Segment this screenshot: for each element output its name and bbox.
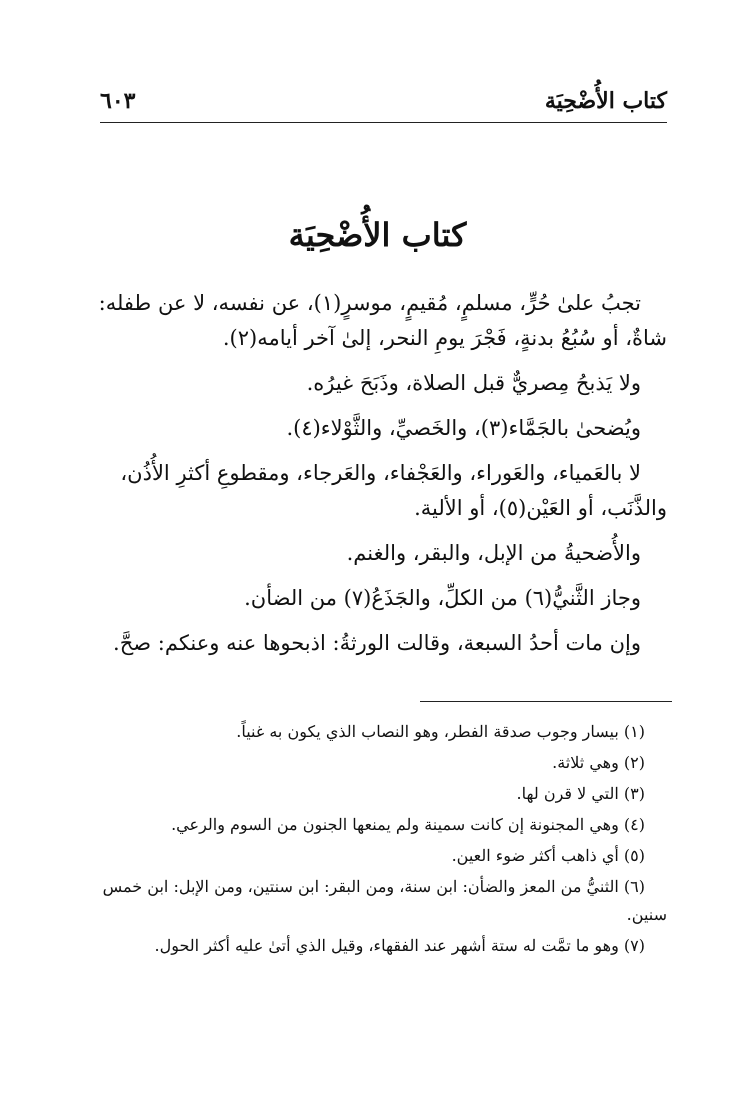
footnote: (٤) وهي المجنونة إن كانت سمينة ولم يمنعها الجنون من السوم والرعي. — [171, 815, 645, 834]
paragraph: وجاز الثَّنيُّ(٦) من الكلِّ، والجَذَعُ(٧) من الضأن. — [244, 586, 641, 610]
paragraph: ويُضحىٰ بالجَمَّاء(٣)، والخَصيِّ، والثَّوْلاء(٤). — [286, 416, 641, 440]
footnote: (٧) وهو ما تمَّت له ستة أشهر عند الفقهاء، وقيل الذي أتىٰ عليه أكثر الحول. — [154, 936, 645, 955]
footnote-divider — [420, 701, 672, 702]
footnote: (٦) الثنيُّ من المعز والضأن: ابن سنة، ومن البقر: ابن سنتين، ومن الإبل: ابن خمس سنين. — [102, 877, 667, 924]
paragraph: ولا يَذبحُ مِصريٌّ قبل الصلاة، وذَبَحَ غيرُه. — [306, 371, 641, 395]
page-number: ٦٠٣ — [100, 88, 136, 114]
paragraph: تجبُ علىٰ حُرٍّ، مسلمٍ، مُقيمٍ، موسرٍ(١)، عن نفسه، لا عن طفله: شاةٌ، أو سُبُعُ بدنةٍ، فَجْرَ يومِ النحر، إلىٰ آخر أيامه(٢). — [98, 291, 667, 350]
footnote: (٢) وهي ثلاثة. — [552, 753, 645, 772]
header-title: كتاب الأُضْحِيَة — [544, 88, 667, 114]
paragraph: وإن مات أحدُ السبعة، وقالت الورثةُ: اذبحوها عنه وعنكم: صحَّ. — [113, 631, 641, 655]
main-text — [88, 286, 667, 671]
paragraph: والأُضحيةُ من الإبل، والبقر، والغنم. — [346, 541, 641, 565]
footnote: (٥) أي ذاهب أكثر ضوء العين. — [451, 846, 645, 865]
running-header — [100, 82, 667, 123]
footnote: (١) بيسار وجوب صدقة الفطر، وهو النصاب الذي يكون به غنياً. — [236, 722, 645, 741]
chapter-title: كتاب الأُضْحِيَة — [288, 216, 467, 254]
footnote: (٣) التي لا قرن لها. — [516, 784, 645, 803]
footnotes — [100, 718, 667, 963]
paragraph: لا بالعَمياء، والعَوراء، والعَجْفاء، والعَرجاء، ومقطوعِ أكثرِ الأُذُن، والذَّنَب، أو العَيْن(٥)، أو الألية. — [120, 461, 667, 520]
